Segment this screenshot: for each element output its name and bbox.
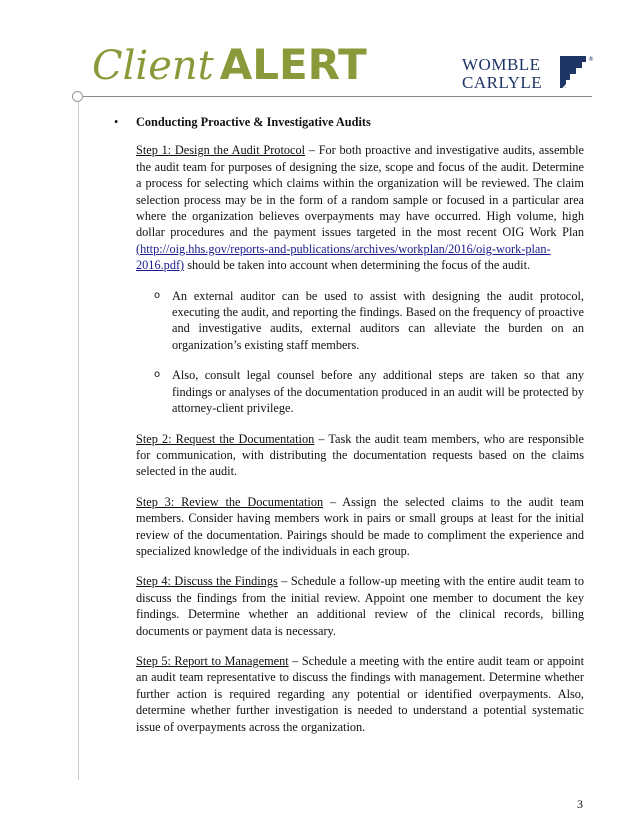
step-2-paragraph — [136, 431, 584, 480]
step-1-text-after: should be taken into account when determining the focus of the audit. — [184, 258, 531, 273]
logo-line-2: CARLYLE — [462, 73, 543, 92]
step-4-label: Step 4: Discuss the Findings — [136, 574, 278, 589]
rule-endpoint-circle — [72, 91, 83, 102]
sub-item-text: Also, consult legal counsel before any additional steps are taken so that any findings or analyses of the documentation produced in an audit will be protected by attorney-client privilege. — [172, 368, 584, 416]
circle-bullet-icon: o — [154, 289, 161, 301]
step-5-text: – Schedule a meeting with the entire audit team or appoint an audit team representative to discuss the findings with management. Determine whether further action is required regarding any potential or identified overpayments. Also, determine whether further investigation is needed to understand a potential systematic issue of overpayments across the organization. — [136, 653, 584, 734]
section-heading-text: Conducting Proactive & Investigative Audits — [136, 115, 371, 129]
step-4-paragraph — [136, 573, 584, 639]
title-client: Client — [92, 43, 214, 89]
step-5-paragraph — [136, 653, 584, 735]
document-body — [114, 114, 584, 749]
step-1-paragraph — [136, 142, 584, 273]
womble-carlyle-logo — [462, 54, 594, 94]
registered-mark: ® — [588, 56, 594, 63]
bullet-icon: • — [114, 115, 119, 129]
title-alert: ALERT — [219, 40, 367, 89]
step-3-paragraph — [136, 494, 584, 560]
step-2-text: – Task the audit team members, who are responsible for communication, with distributing the documentation requests based on the claims selected in the audit. — [136, 431, 584, 479]
sub-item-legal-counsel — [154, 367, 584, 416]
sub-item-external-auditor — [154, 288, 584, 354]
logo-line-1: WOMBLE — [462, 55, 541, 74]
step-3-text: – Assign the selected claims to the audit team members. Consider having members work in pairs or small groups at least for the initial review of the documentation. Pairings should be made to compliment the experience and specialized knowledge of the individuals in each group. — [136, 494, 584, 558]
sub-item-text: An external auditor can be used to assist with designing the audit protocol, executing the audit, and reporting the findings. Based on the frequency of proactive and investigative audits, external auditors can alleviate the burden on an organization’s existing staff members. — [172, 288, 584, 352]
circle-bullet-icon: o — [154, 369, 161, 381]
margin-line — [78, 100, 79, 780]
step-1-label: Step 1: Design the Audit Protocol — [136, 143, 306, 158]
page-number: 3 — [577, 797, 583, 811]
logo-mark-icon — [558, 54, 592, 92]
step-3-label: Step 3: Review the Documentation — [136, 494, 324, 509]
step-4-text: – Schedule a follow-up meeting with the entire audit team to discuss the findings from the initial review. Appoint one member to document the key findings. Determine whether an additional review of the clinical records, billing documents or payment data is necessary. — [136, 574, 584, 638]
oig-work-plan-link[interactable]: (http://oig.hhs.gov/reports-and-publications/archives/workplan/2016/oig-work-plan-2016.pdf) — [136, 241, 551, 273]
step-1-text: – For both proactive and investigative audits, assemble the audit team for purposes of designing the size, scope and focus of the audit. Determine a process for selecting which claims within the organization will be reviewed. The claim selection process may be in the form of a random sample or focused in a particular area where the organization believes overpayments may have occurred. High volume, high dollar procedures and the payment issues targeted in the most recent OIG Work Plan — [136, 143, 584, 240]
header-rule — [78, 96, 592, 97]
step-2-label: Step 2: Request the Documentation — [136, 431, 315, 446]
client-alert-title — [92, 40, 367, 89]
step-5-label: Step 5: Report to Management — [136, 653, 289, 668]
section-heading — [114, 114, 584, 130]
